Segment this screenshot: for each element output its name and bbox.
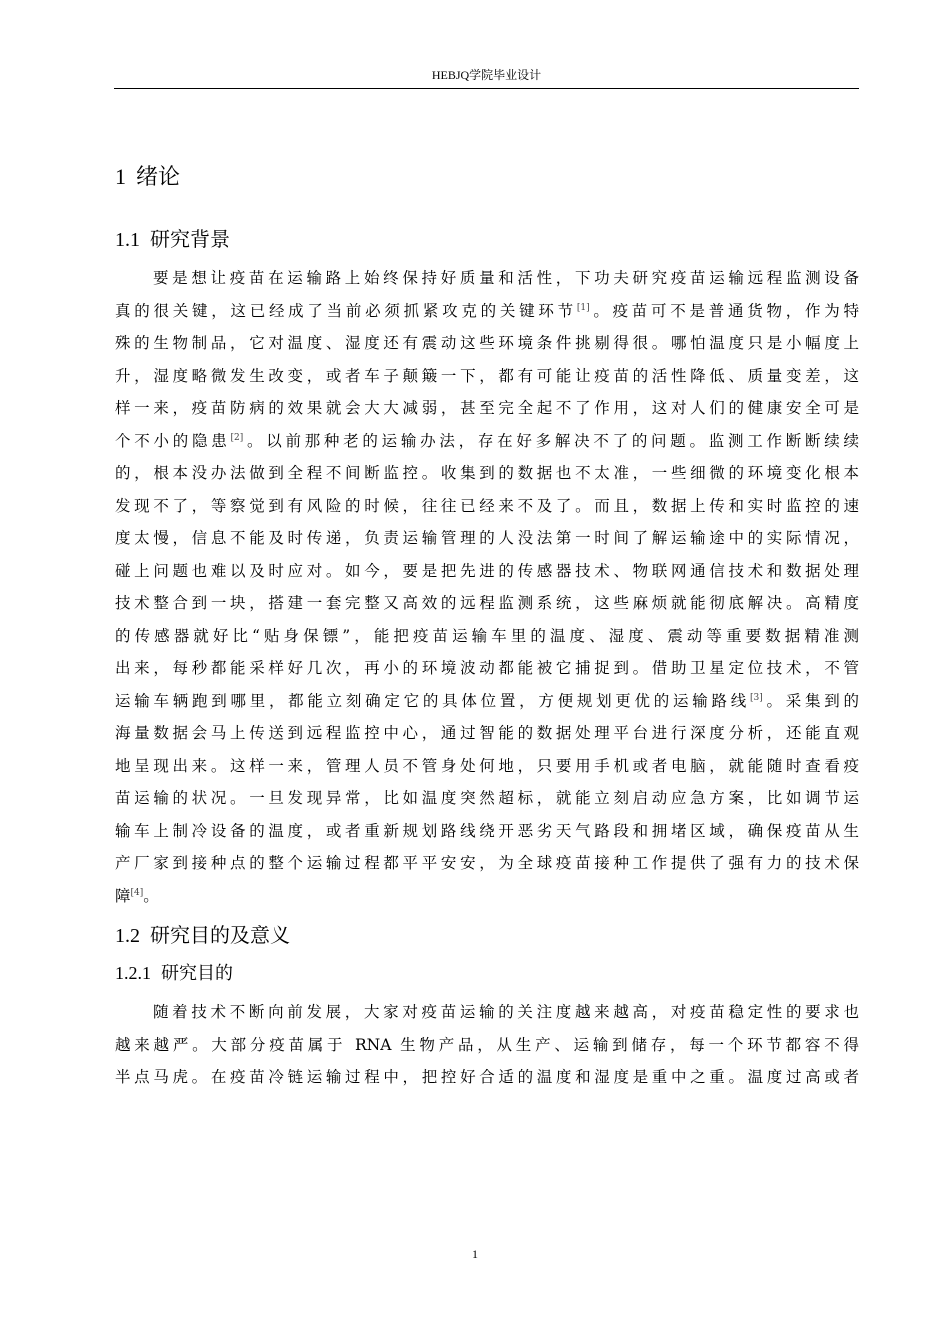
text-line: 障[4]。 [115,886,159,905]
header-title: HEBJQ学院毕业设计 [431,68,542,82]
text-line: 随着技术不断向前发展，大家对疫苗运输的关注度越来越高，对疫苗稳定性的要求也 [153,1003,859,1021]
text-line: 技术整合到一块，搭建一套完整又高效的远程监测系统，这些麻烦就能彻底解决。高精度 [115,594,859,612]
section-heading-purpose [115,920,859,958]
citation: [3] [750,692,763,703]
citation: [1] [576,302,590,313]
text-line: 运输车辆跑到哪里，都能立刻确定它的具体位置，方便规划更优的运输路线[3]。采集到的 [115,691,859,710]
text-line: 海量数据会马上传送到远程监控中心，通过智能的数据处理平台进行深度分析，还能直观 [115,724,859,742]
text-line: 发现不了，等察觉到有风险的时候，往往已经来不及了。而且，数据上传和实时监控的速 [115,496,859,515]
text-line: 殊的生物制品，它对温度、湿度还有震动这些环境条件挑剔得很。哪怕温度只是小幅度上 [115,334,859,352]
text-line: 要是想让疫苗在运输路上始终保持好质量和活性，下功夫研究疫苗运输远程监测设备 [153,269,859,287]
text-line: 碰上问题也难以及时应对。如今，要是把先进的传感器技术、物联网通信技术和数据处理 [115,561,859,580]
text-line: 的，根本没办法做到全程不间断监控。收集到的数据也不太准，一些细微的环境变化根本 [115,464,859,482]
text-line: 越来越严。大部分疫苗属于 RNA 生物产品，从生产、运输到储存，每一个环节都容不得 [115,1035,859,1054]
purpose-paragraph [115,996,859,1094]
background-paragraph [115,262,859,912]
subsection-number: 1.2.1 [115,963,151,983]
section-title: 研究背景 [150,227,230,251]
text-line: 样一来，疫苗防病的效果就会大大减弱，甚至完全起不了作用，这对人们的健康安全可是 [115,399,859,417]
section-number: 1.2 [115,925,140,947]
text-line: 苗运输的状况。一旦发现异常，比如温度突然超标，就能立刻启动应急方案，比如调节运 [115,789,859,807]
text-line: 产厂家到接种点的整个运输过程都平平安安，为全球疫苗接种工作提供了强有力的技术保 [115,854,859,872]
text-line: 输车上制冷设备的温度，或者重新规划路线绕开恶劣天气路段和拥堵区域，确保疫苗从生 [115,821,859,840]
page-header [114,62,859,89]
section-number: 1.1 [115,229,140,251]
text-line: 个不小的隐患[2]。以前那种老的运输办法，存在好多解决不了的问题。监测工作断断续续 [115,431,859,450]
text-line: 半点马虎。在疫苗冷链运输过程中，把控好合适的温度和湿度是重中之重。温度过高或者 [115,1068,859,1086]
text-line: 升，湿度略微发生改变，或者车子颠簸一下，都有可能让疫苗的活性降低、质量变差，这 [115,366,859,385]
document-body [115,150,859,1102]
chapter-heading [115,162,859,224]
text-line: 度太慢，信息不能及时传递，负责运输管理的人没法第一时间了解运输途中的实际情况， [115,529,859,547]
text-line: 地呈现出来。这样一来，管理人员不管身处何地，只要用手机或者电脑，就能随时查看疫 [115,756,859,775]
citation: [2] [230,432,244,443]
text-line: 出来，每秒都能采样好几次，再小的环境波动都能被它捕捉到。借助卫星定位技术，不管 [115,659,859,677]
chapter-title: 绪论 [136,165,181,190]
section-heading-background [115,224,859,262]
citation: [4] [130,887,144,898]
text-line: 的传感器就好比“贴身保镖”，能把疫苗运输车里的温度、湿度、震动等重要数据精准测 [115,626,859,645]
text-line: 真的很关键，这已经成了当前必须抓紧攻克的关键环节[1]。疫苗可不是普通货物，作为特 [115,301,859,320]
section-title: 研究目的及意义 [150,923,290,947]
subsection-title: 研究目的 [161,963,233,984]
subsection-heading [115,958,859,996]
chapter-number: 1 [115,164,126,189]
page-number: 1 [472,1247,478,1261]
